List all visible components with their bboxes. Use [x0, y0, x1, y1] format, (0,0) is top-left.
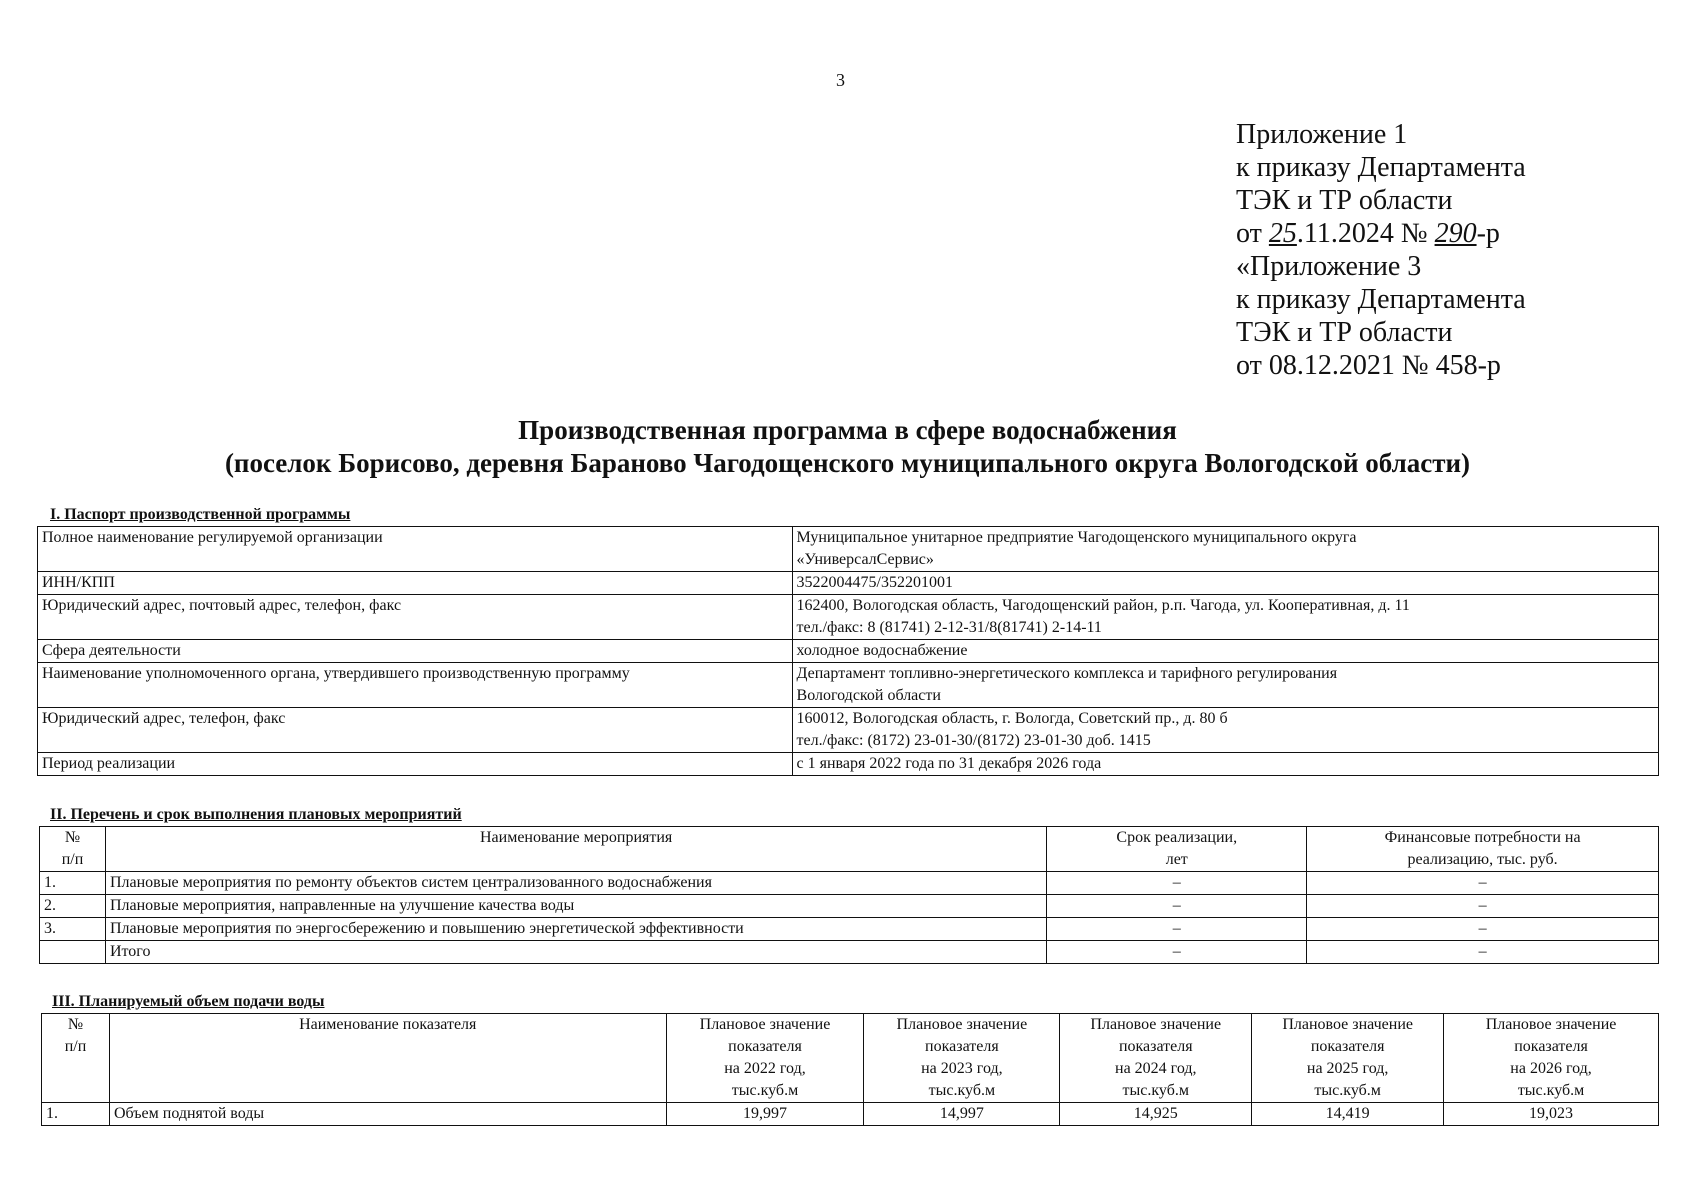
- table-header-row: [42, 1014, 1659, 1103]
- header-text: реализацию, тыс. руб.: [1407, 851, 1558, 868]
- appendix-line: к приказу Департамента: [1236, 152, 1526, 183]
- passport-row: [38, 595, 1659, 640]
- header-text: тыс.куб.м: [1314, 1082, 1381, 1099]
- activity-term: –: [1047, 872, 1307, 895]
- header-text: Плановое значение: [896, 1016, 1028, 1033]
- header-text: №: [67, 1016, 84, 1033]
- activity-finance: –: [1307, 872, 1659, 895]
- header-text: п/п: [61, 851, 84, 868]
- activity-finance: –: [1307, 941, 1659, 964]
- passport-row: [38, 527, 1659, 572]
- activity-finance: –: [1307, 895, 1659, 918]
- document-title: Производственная программа в сфере водоснабжения: [518, 415, 1177, 445]
- value-line: с 1 января 2022 года по 31 декабря 2026 года: [796, 755, 1102, 772]
- indicator-value: 14,925: [1060, 1103, 1252, 1126]
- appendix-line: ТЭК и ТР области: [1236, 185, 1453, 216]
- table-header-row: [40, 827, 1659, 872]
- header-text: показателя: [1310, 1038, 1385, 1055]
- activity-name: Плановые мероприятия по ремонту объектов систем централизованного водоснабжения: [105, 872, 1046, 895]
- header-text: показателя: [1514, 1038, 1588, 1055]
- passport-value: [792, 708, 1658, 753]
- year-header-cell: [864, 1014, 1060, 1103]
- value-line: 160012, Вологодская область, г. Вологда, Советский пр., д. 80 б: [796, 710, 1228, 727]
- appendix-line: от 08.12.2021 № 458-р: [1236, 350, 1501, 381]
- value-line: тел./факс: (8172) 23-01-30/(8172) 23-01-30 доб. 1415: [796, 732, 1151, 749]
- passport-value: [792, 527, 1658, 572]
- value-line: Департамент топливно-энергетического комплекса и тарифного регулирования: [796, 665, 1338, 682]
- header-text: Плановое значение: [1485, 1016, 1617, 1033]
- value-line: Муниципальное унитарное предприятие Чагодощенского муниципального округа: [796, 529, 1357, 546]
- handwritten-number: 290: [1434, 218, 1477, 249]
- passport-table: [37, 526, 1659, 776]
- header-text: показателя: [1118, 1038, 1193, 1055]
- passport-label: Юридический адрес, почтовый адрес, телефон, факс: [38, 595, 793, 640]
- passport-row: [38, 640, 1659, 663]
- row-number: 1.: [40, 872, 106, 895]
- value-line: «УниверсалСервис»: [796, 551, 934, 568]
- value-line: 162400, Вологодская область, Чагодощенский район, р.п. Чагода, ул. Кооперативная, д. 11: [796, 597, 1410, 614]
- year-header-cell: [1252, 1014, 1444, 1103]
- value-line: холодное водоснабжение: [796, 642, 968, 659]
- row-number: 3.: [40, 918, 106, 941]
- header-text: тыс.куб.м: [1517, 1082, 1585, 1099]
- section2-heading: II. Перечень и срок выполнения плановых мероприятий: [50, 806, 462, 823]
- activity-term: –: [1047, 918, 1307, 941]
- header-text: Плановое значение: [699, 1016, 831, 1033]
- passport-row: [38, 708, 1659, 753]
- activity-name: Плановые мероприятия, направленные на улучшение качества воды: [105, 895, 1046, 918]
- header-text: Плановое значение: [1090, 1016, 1222, 1033]
- indicator-value: 14,997: [864, 1103, 1060, 1126]
- activity-name: Плановые мероприятия по энергосбережению и повышению энергетической эффективности: [105, 918, 1046, 941]
- activities-table: [39, 826, 1659, 964]
- passport-value: [792, 640, 1658, 663]
- passport-value: [792, 753, 1658, 776]
- header-text: показателя: [728, 1038, 802, 1055]
- water-volume-table: [41, 1013, 1659, 1126]
- table-row: [40, 895, 1659, 918]
- year-header-cell: [1444, 1014, 1659, 1103]
- indicator-value: 19,997: [666, 1103, 864, 1126]
- activity-name: Итого: [105, 941, 1046, 964]
- activity-term: –: [1047, 941, 1307, 964]
- header-text: №: [64, 829, 81, 846]
- appendix-line: Приложение 1: [1236, 119, 1408, 150]
- value-line: тел./факс: 8 (81741) 2-12-31/8(81741) 2-14-11: [796, 619, 1102, 636]
- indicator-name: Объем поднятой воды: [109, 1103, 666, 1126]
- passport-value: [792, 595, 1658, 640]
- value-line: 3522004475/352201001: [796, 574, 953, 591]
- header-cell: Наименование мероприятия: [105, 827, 1046, 872]
- passport-value: [792, 663, 1658, 708]
- value-line: Вологодской области: [796, 687, 941, 704]
- header-text: Плановое значение: [1282, 1016, 1413, 1033]
- row-number: 2.: [40, 895, 106, 918]
- passport-label: Наименование уполномоченного органа, утвердившего производственную программу: [38, 663, 793, 708]
- document-subtitle: (поселок Борисово, деревня Бараново Чагодощенского муниципального округа Вологодской области): [224, 448, 1471, 478]
- appendix-line: ТЭК и ТР области: [1236, 317, 1453, 348]
- passport-value: [792, 572, 1658, 595]
- passport-row: [38, 572, 1659, 595]
- row-number: [40, 941, 106, 964]
- appendix-line: «Приложение 3: [1236, 251, 1422, 282]
- header-text: на 2024 год,: [1115, 1060, 1197, 1077]
- header-text: тыс.куб.м: [1122, 1082, 1189, 1099]
- header-text: тыс.куб.м: [731, 1082, 799, 1099]
- handwritten-day: 25: [1268, 218, 1297, 249]
- section3-heading: III. Планируемый объем подачи воды: [52, 993, 325, 1010]
- section1-heading: I. Паспорт производственной программы: [50, 506, 351, 523]
- header-text: п/п: [64, 1038, 87, 1055]
- order-prefix: от: [1236, 218, 1269, 249]
- table-row: [40, 918, 1659, 941]
- year-header-cell: [666, 1014, 864, 1103]
- indicator-value: 14,419: [1252, 1103, 1444, 1126]
- header-cell: [40, 827, 106, 872]
- header-text: показателя: [925, 1038, 999, 1055]
- table-row: [42, 1103, 1659, 1126]
- row-number: 1.: [42, 1103, 110, 1126]
- header-text: тыс.куб.м: [928, 1082, 996, 1099]
- header-cell: [1307, 827, 1659, 872]
- header-cell: [42, 1014, 110, 1103]
- order-suffix: -р: [1476, 218, 1500, 249]
- passport-label: Сфера деятельности: [38, 640, 793, 663]
- header-cell: [1047, 827, 1307, 872]
- passport-label: Период реализации: [38, 753, 793, 776]
- header-text: Финансовые потребности на: [1384, 829, 1581, 846]
- header-text: лет: [1165, 851, 1188, 868]
- passport-row: [38, 753, 1659, 776]
- activity-finance: –: [1307, 918, 1659, 941]
- table-row: [40, 872, 1659, 895]
- header-text: на 2025 год,: [1306, 1060, 1389, 1077]
- passport-label: Полное наименование регулируемой организации: [38, 527, 793, 572]
- table-row: [40, 941, 1659, 964]
- header-cell: Наименование показателя: [109, 1014, 666, 1103]
- passport-row: [38, 663, 1659, 708]
- passport-label: ИНН/КПП: [38, 572, 793, 595]
- order-mid: .11.2024 №: [1296, 218, 1435, 249]
- header-text: на 2022 год,: [724, 1060, 806, 1077]
- appendix-line: к приказу Департамента: [1236, 284, 1526, 315]
- activity-term: –: [1047, 895, 1307, 918]
- appendix-block: [1236, 118, 1526, 382]
- indicator-value: 19,023: [1444, 1103, 1659, 1126]
- year-header-cell: [1060, 1014, 1252, 1103]
- header-text: на 2023 год,: [921, 1060, 1003, 1077]
- header-text: Срок реализации,: [1116, 829, 1238, 846]
- page-number: 3: [836, 70, 845, 90]
- header-text: на 2026 год,: [1510, 1060, 1592, 1077]
- appendix-order-line: [1236, 217, 1526, 250]
- passport-label: Юридический адрес, телефон, факс: [38, 708, 793, 753]
